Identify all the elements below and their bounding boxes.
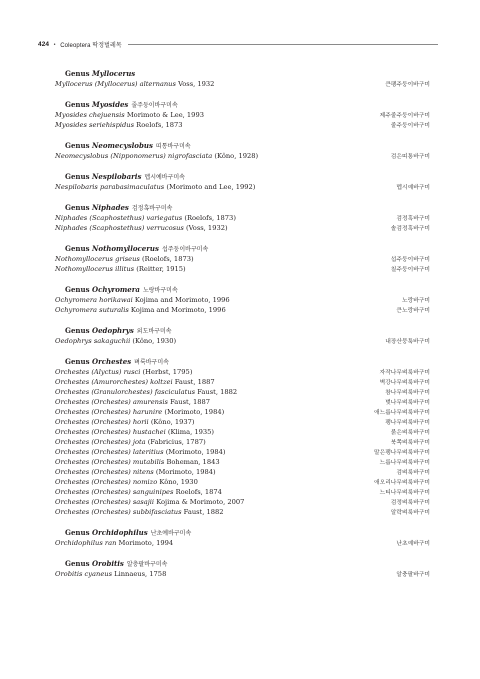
- species-name: Orobitis cyaneus: [55, 570, 113, 578]
- genus-label: Genus: [65, 357, 92, 366]
- species-author: Linnaeus, 1758: [114, 570, 167, 578]
- species-name: Orchestes (Orchestes) horii: [55, 418, 149, 426]
- species-entry: [55, 387, 237, 397]
- species-korean-name: 검은띠통바구미: [390, 154, 430, 160]
- species-row: [55, 417, 430, 427]
- genus-heading: [55, 356, 430, 367]
- species-entry: [55, 254, 194, 264]
- species-name: Orchestes (Orchestes) hustachei: [55, 428, 166, 436]
- genus-korean-name: 검정혹바구미속: [131, 205, 173, 212]
- species-author: (Roelofs, 1873): [184, 214, 236, 222]
- species-name: Ochyromera horikawai: [55, 296, 133, 304]
- genus-heading: [55, 99, 430, 110]
- genus-name: Niphades: [92, 203, 129, 212]
- species-name: Orchestes (Alyctus) rusci: [55, 368, 141, 376]
- species-author: (Kôno, 1928): [214, 152, 259, 160]
- species-author: Kojima and Morimoto, 1996: [134, 296, 230, 304]
- genus-korean-name: 노랑바구미속: [142, 287, 178, 294]
- species-row: [55, 407, 430, 417]
- genus-block: [55, 356, 430, 517]
- species-author: (Herbst, 1795): [142, 368, 193, 376]
- section-title: Coleoptera 딱정벌레목: [60, 43, 122, 49]
- species-name: Orchestes (Granulorchestes) fasciculatus: [55, 388, 196, 396]
- species-name: Nothomyllocerus illitus: [55, 265, 135, 273]
- species-row: [55, 295, 430, 305]
- species-row: [55, 447, 430, 457]
- species-korean-name: 참나무벼룩바구미: [385, 390, 430, 396]
- species-korean-name: 애느릅나무벼룩바구미: [374, 410, 430, 416]
- species-korean-name: 검정벼룩바구미: [390, 500, 430, 506]
- species-author: Boheman, 1843: [166, 458, 220, 466]
- species-author: Roelofs, 1874: [175, 488, 222, 496]
- species-entry: [55, 497, 244, 507]
- species-entry: [55, 336, 176, 346]
- genus-heading: [55, 325, 430, 336]
- species-name: Myllocerus (Myllocerus) alternanus: [55, 80, 176, 88]
- species-name: Orchestes (Amurorchestes) koltzei: [55, 378, 173, 386]
- species-row: [55, 336, 430, 346]
- species-name: Orchidophilus ran: [55, 539, 117, 547]
- genus-block: [55, 527, 430, 548]
- species-author: Roelofs, 1873: [136, 121, 183, 129]
- species-korean-name: 노랑바구미: [402, 298, 430, 304]
- species-name: Nespilobaris parabasimaculatus: [55, 183, 165, 191]
- species-name: Myosides seriehispidus: [55, 121, 135, 129]
- species-row: [55, 223, 430, 233]
- species-entry: [55, 457, 220, 467]
- genus-korean-name: 멥시예바구미속: [144, 174, 185, 181]
- species-author: (Morimoto, 1984): [165, 448, 226, 456]
- species-korean-name: 느릅나무벼룩바구미: [379, 460, 430, 466]
- species-name: Ochyromera suturalis: [55, 306, 129, 314]
- genus-heading: [55, 527, 430, 538]
- species-author: Faust, 1887: [170, 398, 210, 406]
- genus-label: Genus: [65, 203, 92, 212]
- species-row: [55, 467, 430, 477]
- genus-block: [55, 202, 430, 233]
- species-row: [55, 151, 430, 161]
- species-entry: [55, 110, 204, 120]
- species-name: Orchestes (Orchestes) amurensis: [55, 398, 168, 406]
- species-author: (Roelofs, 1873): [141, 255, 194, 263]
- species-row: [55, 79, 430, 89]
- species-row: [55, 569, 430, 579]
- species-entry: [55, 467, 216, 477]
- species-entry: [55, 437, 206, 447]
- species-author: (Morimoto and Lee, 1992): [166, 183, 256, 191]
- species-author: (Fabricius, 1787): [147, 438, 206, 446]
- genus-heading: [55, 68, 430, 79]
- species-row: [55, 305, 430, 315]
- species-name: Myosides chejuensis: [55, 111, 125, 119]
- species-entry: [55, 182, 255, 192]
- species-entry: [55, 120, 183, 130]
- species-korean-name: 제주줄주둥이바구미: [379, 113, 430, 119]
- genus-korean-name: 외도바구미속: [136, 328, 172, 335]
- species-row: [55, 120, 430, 130]
- species-name: Oedophrys sakaguchii: [55, 337, 131, 345]
- species-korean-name: 섭주둥이바구미: [390, 257, 430, 263]
- genus-label: Genus: [65, 244, 92, 253]
- genus-label: Genus: [65, 285, 92, 294]
- genus-name: Oedophrys: [92, 326, 134, 335]
- genus-block: [55, 243, 430, 274]
- species-name: Nothomyllocerus griseus: [55, 255, 140, 263]
- genus-name: Orchestes: [92, 357, 132, 366]
- genus-label: Genus: [65, 326, 92, 335]
- species-korean-name: 느티나무벼룩바구미: [379, 490, 430, 496]
- species-author: Voss, 1932: [178, 80, 215, 88]
- species-author: (Klima, 1935): [167, 428, 214, 436]
- species-author: (Voss, 1932): [185, 224, 228, 232]
- species-korean-name: 알충팔바구미: [396, 572, 430, 578]
- genus-block: [55, 171, 430, 192]
- species-row: [55, 264, 430, 274]
- species-row: [55, 110, 430, 120]
- header-rule: [128, 44, 438, 45]
- species-korean-name: 북쪽벼룩바구미: [390, 440, 430, 446]
- genus-name: Orobitis: [92, 559, 124, 568]
- species-author: Kojima and Morimoto, 1996: [130, 306, 226, 314]
- species-korean-name: 벽강나무벼룩바구미: [379, 380, 430, 386]
- species-korean-name: 칠주둥이바구미: [390, 267, 430, 273]
- species-korean-name: 자작나무벼룩바구미: [379, 370, 430, 376]
- species-row: [55, 213, 430, 223]
- species-name: Orchestes (Orchestes) nomizo: [55, 478, 158, 486]
- genus-name: Ochyromera: [92, 285, 140, 294]
- genus-name: Nespilobaris: [92, 172, 142, 181]
- species-entry: [55, 417, 195, 427]
- species-entry: [55, 295, 230, 305]
- species-author: Kojima & Morimoto, 2007: [156, 498, 245, 506]
- species-korean-name: 검정혹바구미: [396, 216, 430, 222]
- species-korean-name: 내장산뭉툭바구미: [385, 339, 430, 345]
- species-entry: [55, 377, 215, 387]
- species-row: [55, 427, 430, 437]
- species-korean-name: 애오리나무벼룩바구미: [374, 480, 430, 486]
- genus-korean-name: 벼룩바구미속: [134, 359, 169, 366]
- genus-block: [55, 68, 430, 89]
- genus-name: Nothomyllocerus: [92, 244, 159, 253]
- species-author: (Kôno, 1930): [132, 337, 177, 345]
- genus-korean-name: 띠통바구미속: [155, 143, 191, 150]
- species-author: Faust, 1882: [197, 388, 238, 396]
- species-korean-name: 알락벼룩바구미: [390, 510, 430, 516]
- genus-block: [55, 325, 430, 346]
- genus-block: [55, 284, 430, 315]
- species-entry: [55, 305, 226, 315]
- species-row: [55, 477, 430, 487]
- genus-label: Genus: [65, 172, 92, 181]
- species-name: Orchestes (Orchestes) subbifasciatus: [55, 508, 182, 516]
- species-entry: [55, 477, 198, 487]
- species-entry: [55, 213, 236, 223]
- species-entry: [55, 447, 225, 457]
- species-name: Orchestes (Orchestes) mutabilis: [55, 458, 165, 466]
- genus-name: Myllocerus: [92, 69, 136, 78]
- species-row: [55, 377, 430, 387]
- species-name: Neomecyslobus (Nipponomerus) nigrofasciata: [55, 152, 213, 160]
- species-name: Orchestes (Orchestes) sasajii: [55, 498, 155, 506]
- species-row: [55, 538, 430, 548]
- genus-heading: [55, 243, 430, 254]
- genus-korean-name: 난초예바구미속: [150, 530, 192, 537]
- species-korean-name: 붉은벼룩바구미: [390, 430, 430, 436]
- genus-label: Genus: [65, 69, 92, 78]
- species-author: Kôno, 1930: [159, 478, 198, 486]
- species-row: [55, 507, 430, 517]
- species-row: [55, 254, 430, 264]
- genus-heading: [55, 284, 430, 295]
- species-name: Orchestes (Orchestes) jota: [55, 438, 146, 446]
- genus-block: [55, 140, 430, 161]
- species-row: [55, 397, 430, 407]
- species-entry: [55, 223, 228, 233]
- species-name: Niphades (Scaphostethus) verrucosus: [55, 224, 184, 232]
- species-author: Morimoto & Lee, 1993: [126, 111, 204, 119]
- genus-name: Neomecyslobus: [92, 141, 153, 150]
- running-header: [38, 40, 438, 49]
- species-korean-name: 난초예바구미: [396, 541, 430, 547]
- species-entry: [55, 397, 210, 407]
- species-name: Niphades (Scaphostethus) variegatus: [55, 214, 183, 222]
- species-korean-name: 멥시예바구미: [396, 185, 430, 191]
- species-entry: [55, 264, 186, 274]
- genus-korean-name: 알충팔바구미속: [126, 561, 168, 568]
- species-korean-name: 줄주둥이바구미: [390, 123, 430, 129]
- species-author: Morimoto, 1994: [118, 539, 174, 547]
- species-name: Orchestes (Orchestes) sanguinipes: [55, 488, 174, 496]
- species-row: [55, 497, 430, 507]
- genus-heading: [55, 171, 430, 182]
- species-row: [55, 487, 430, 497]
- species-row: [55, 437, 430, 447]
- species-korean-name: 큰노랑바구미: [396, 308, 430, 314]
- genus-name: Orchidophilus: [92, 528, 148, 537]
- genus-label: Genus: [65, 528, 92, 537]
- species-name: Orchestes (Orchestes) nitens: [55, 468, 154, 476]
- species-author: Faust, 1882: [183, 508, 224, 516]
- genus-heading: [55, 140, 430, 151]
- species-korean-name: 팽나무벼룩바구미: [385, 420, 430, 426]
- species-entry: [55, 538, 173, 548]
- species-entry: [55, 507, 224, 517]
- species-row: [55, 457, 430, 467]
- genus-name: Myosides: [92, 100, 129, 109]
- species-korean-name: 솔검정혹바구미: [390, 226, 430, 232]
- species-author: (Kôno, 1937): [150, 418, 195, 426]
- genus-label: Genus: [65, 559, 92, 568]
- species-entry: [55, 569, 166, 579]
- species-author: Faust, 1887: [174, 378, 215, 386]
- genus-block: [55, 99, 430, 130]
- genus-heading: [55, 202, 430, 213]
- species-name: Orchestes (Orchestes) harunire: [55, 408, 163, 416]
- species-list: [55, 68, 430, 589]
- genus-heading: [55, 558, 430, 569]
- species-entry: [55, 367, 192, 377]
- species-entry: [55, 427, 214, 437]
- species-row: [55, 182, 430, 192]
- genus-label: Genus: [65, 141, 92, 150]
- species-author: (Reitter, 1915): [136, 265, 186, 273]
- species-entry: [55, 79, 214, 89]
- genus-korean-name: 줄주둥이바구미속: [131, 102, 178, 109]
- genus-block: [55, 558, 430, 579]
- species-entry: [55, 487, 222, 497]
- species-korean-name: 검벼룩바구미: [396, 470, 430, 476]
- header-separator: •: [53, 41, 57, 48]
- species-entry: [55, 151, 258, 161]
- species-korean-name: 말은팽나무벼룩바구미: [374, 450, 430, 456]
- species-entry: [55, 407, 224, 417]
- species-korean-name: 벚나무벼룩바구미: [385, 400, 430, 406]
- page-number: 424: [38, 41, 50, 48]
- species-korean-name: 큰팽주둥이바구미: [385, 82, 430, 88]
- species-name: Orchestes (Orchestes) lateritius: [55, 448, 164, 456]
- species-row: [55, 387, 430, 397]
- species-author: (Morimoto, 1984): [155, 468, 216, 476]
- genus-korean-name: 섭주둥이바구미속: [161, 246, 209, 253]
- genus-label: Genus: [65, 100, 92, 109]
- species-row: [55, 367, 430, 377]
- species-author: (Morimoto, 1984): [164, 408, 225, 416]
